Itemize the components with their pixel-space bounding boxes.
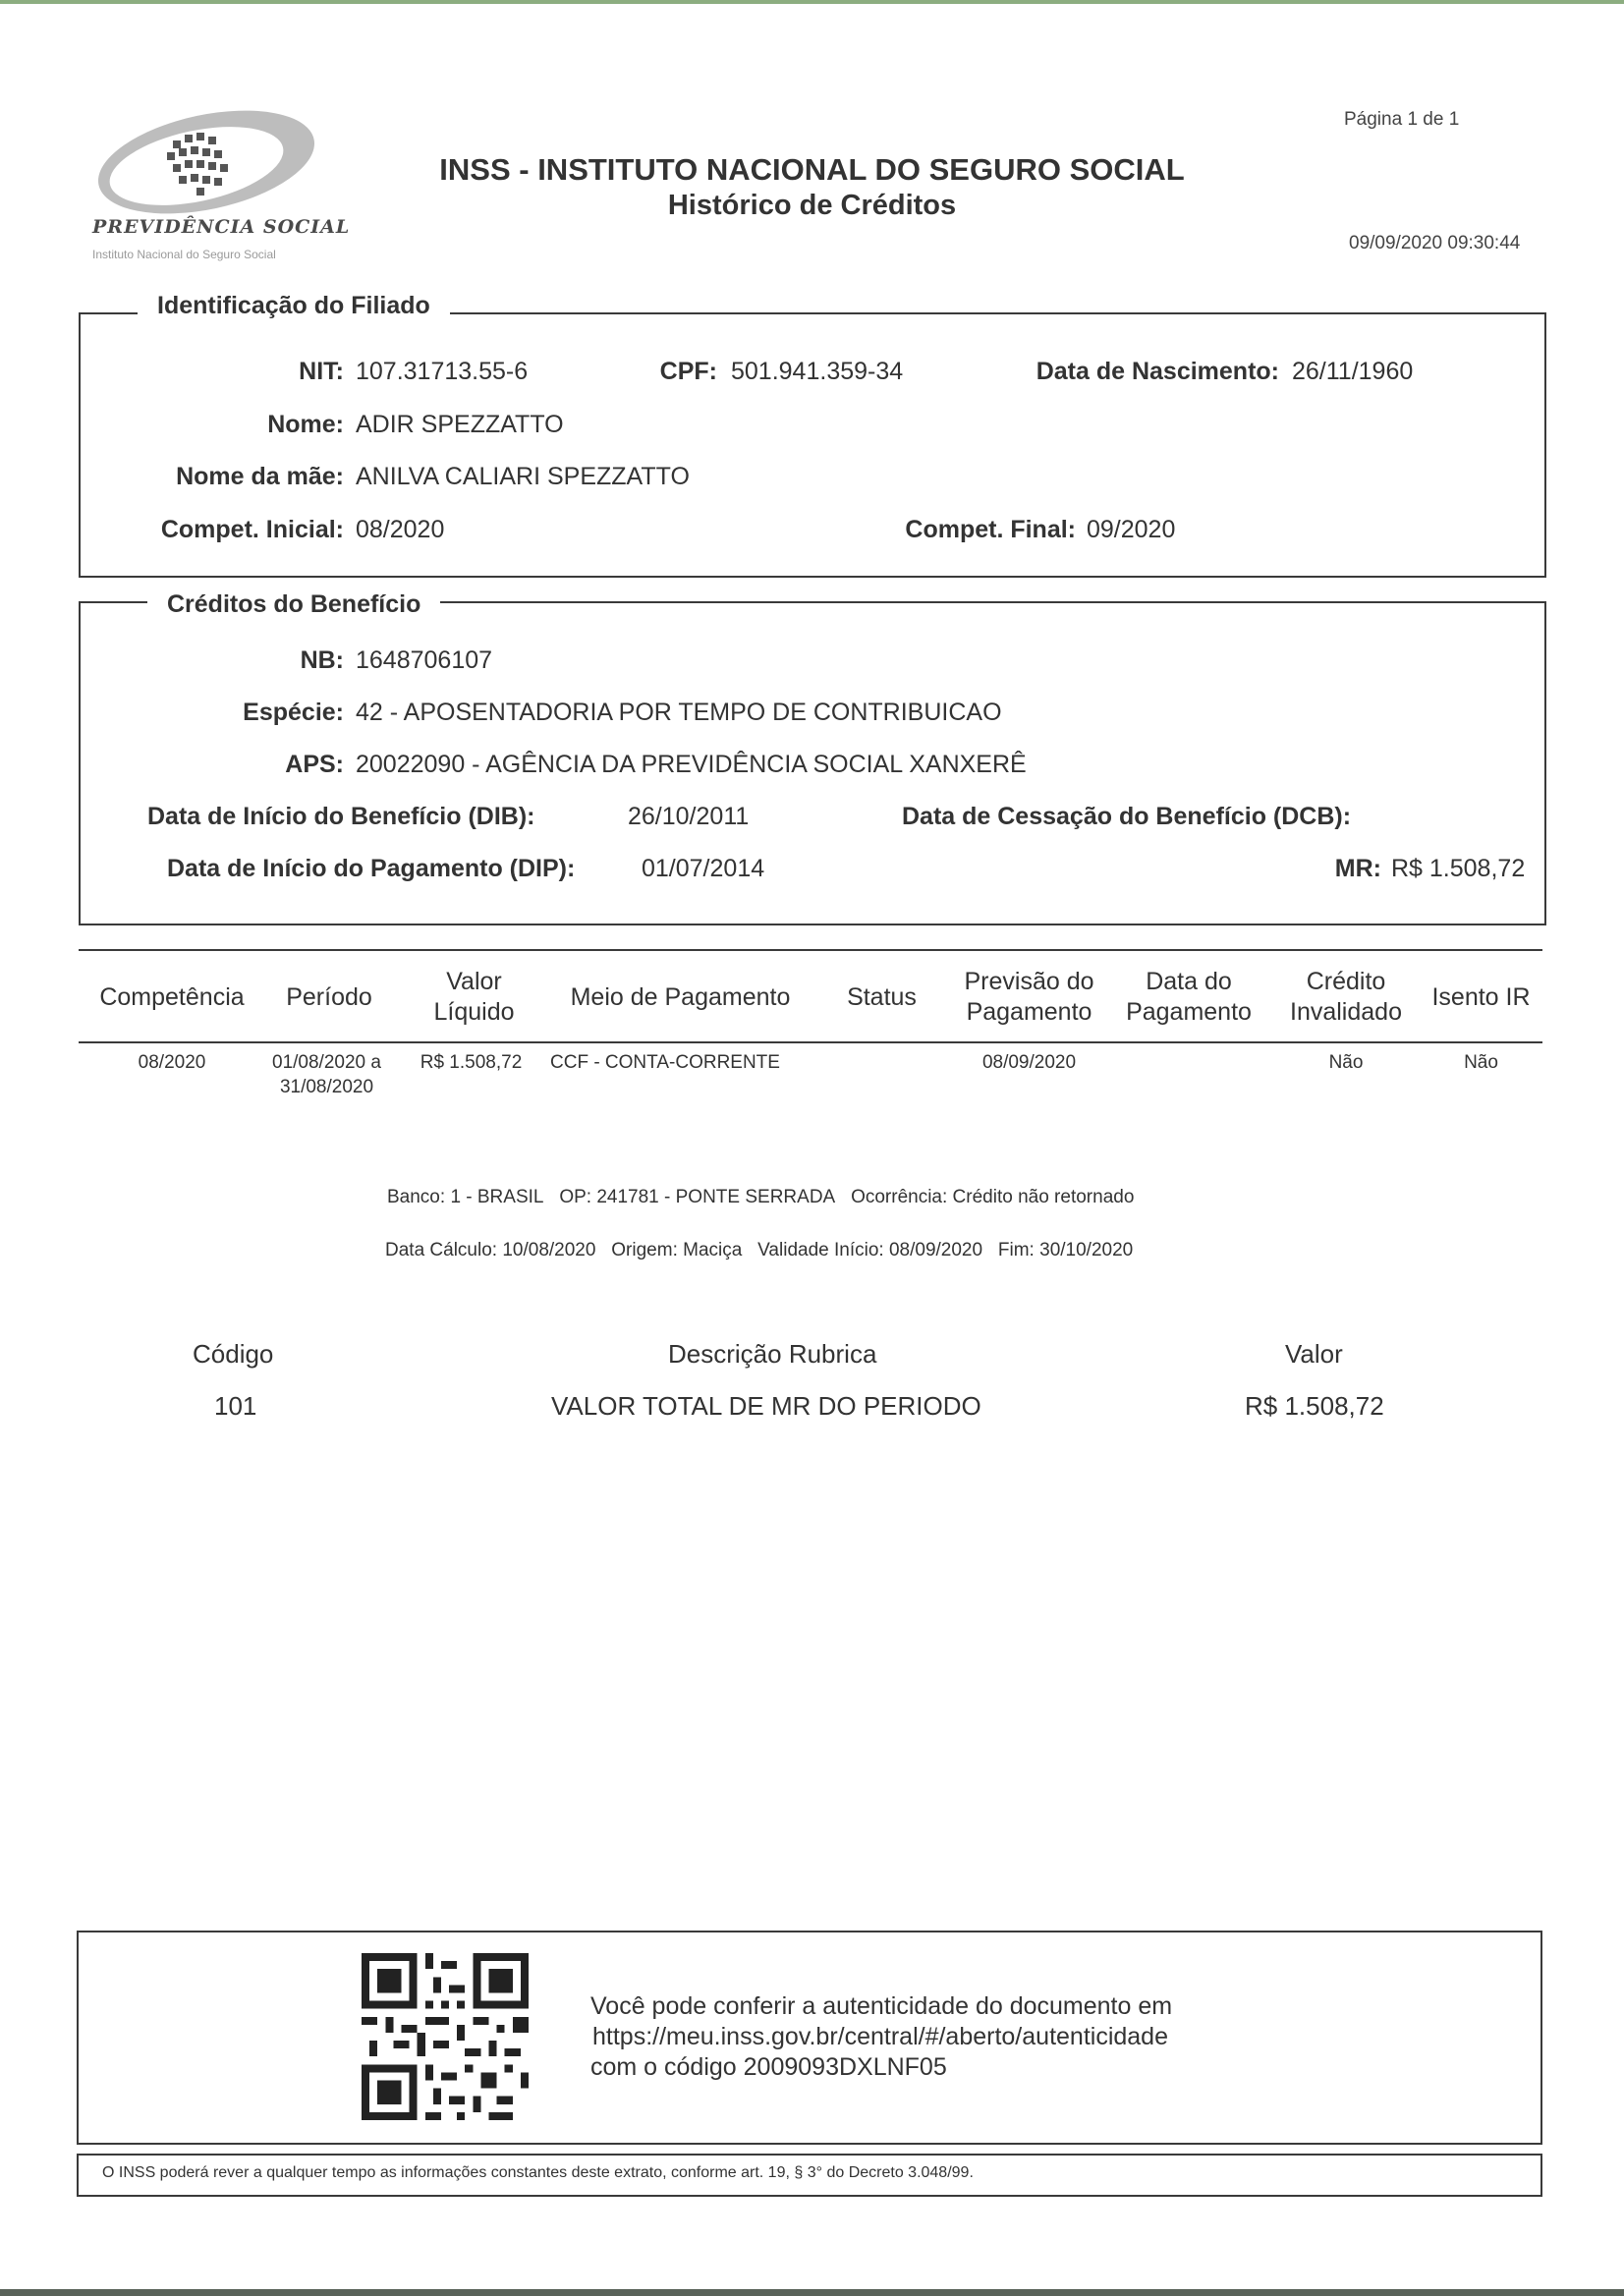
validade-label: Validade Início: bbox=[757, 1240, 884, 1260]
nome-label: Nome: bbox=[267, 411, 344, 438]
cell-meio: CCF - CONTA-CORRENTE bbox=[550, 1052, 780, 1073]
nit-value: 107.31713.55-6 bbox=[356, 358, 529, 385]
col-periodo: Período bbox=[286, 983, 372, 1011]
cell-periodo-start: 01/08/2020 a bbox=[272, 1052, 381, 1073]
table-top-rule bbox=[79, 949, 1542, 951]
nb-label: NB: bbox=[300, 646, 344, 674]
table-row bbox=[79, 1051, 1542, 1110]
op-value: 241781 - PONTE SERRADA bbox=[596, 1187, 836, 1207]
ocorrencia-value: Crédito não retornado bbox=[952, 1187, 1135, 1207]
cell-isento-ir: Não bbox=[1464, 1052, 1498, 1073]
origem-value: Maciça bbox=[683, 1240, 743, 1260]
fim-value: 30/10/2020 bbox=[1039, 1240, 1134, 1260]
col-data-line2: Pagamento bbox=[1126, 998, 1252, 1026]
ocorrencia-label: Ocorrência: bbox=[851, 1187, 948, 1207]
payment-details-line2 bbox=[385, 1240, 1133, 1261]
cpf-label: CPF: bbox=[659, 358, 717, 385]
col-credito-line2: Invalidado bbox=[1290, 998, 1402, 1026]
filiado-legend: Identificação do Filiado bbox=[138, 292, 450, 320]
mae-value: ANILVA CALIARI SPEZZATTO bbox=[356, 463, 690, 490]
col-data-line1: Data do bbox=[1146, 968, 1232, 995]
fim-label: Fim: bbox=[997, 1240, 1035, 1260]
mr-value: R$ 1.508,72 bbox=[1391, 855, 1526, 882]
birthdate-label: Data de Nascimento: bbox=[1036, 358, 1279, 385]
dip-label: Data de Início do Pagamento (DIP): bbox=[167, 855, 576, 882]
rubrica-descricao-header: Descrição Rubrica bbox=[668, 1339, 877, 1369]
col-previsao-line1: Previsão do bbox=[964, 968, 1094, 995]
nit-label: NIT: bbox=[299, 358, 344, 385]
beneficio-legend: Créditos do Benefício bbox=[147, 590, 440, 619]
col-valor-line2: Líquido bbox=[433, 998, 515, 1026]
authenticity-code: com o código 2009093DXLNF05 bbox=[590, 2053, 947, 2081]
compet-inicial-value: 08/2020 bbox=[356, 516, 445, 543]
footer-note: O INSS poderá rever a qualquer tempo as informações constantes deste extrato, conforme art. 19, § 3° do Decreto 3.048/99. bbox=[102, 2164, 974, 2181]
banco-value: 1 - BRASIL bbox=[450, 1187, 544, 1207]
col-previsao-line2: Pagamento bbox=[966, 998, 1092, 1026]
calculo-value: 10/08/2020 bbox=[502, 1240, 596, 1260]
logo-text: PREVIDÊNCIA SOCIAL bbox=[92, 216, 351, 238]
table-header-rule bbox=[79, 1041, 1542, 1043]
compet-final-label: Compet. Final: bbox=[905, 516, 1076, 543]
dcb-label: Data de Cessação do Benefício (DCB): bbox=[902, 803, 1352, 830]
especie-label: Espécie: bbox=[243, 699, 344, 726]
qr-code-icon bbox=[362, 1953, 529, 2120]
nb-value: 1648706107 bbox=[356, 646, 493, 674]
cell-competencia: 08/2020 bbox=[138, 1052, 206, 1073]
col-valor-line1: Valor bbox=[446, 968, 502, 995]
payment-details-line1 bbox=[387, 1187, 1134, 1208]
col-status: Status bbox=[847, 983, 917, 1011]
authenticity-text-1: Você pode conferir a autenticidade do documento em bbox=[590, 1992, 1173, 2020]
compet-inicial-label: Compet. Inicial: bbox=[160, 516, 344, 543]
rubrica-codigo: 101 bbox=[214, 1391, 257, 1421]
col-isento: Isento IR bbox=[1431, 983, 1531, 1011]
col-competencia: Competência bbox=[99, 983, 245, 1011]
authenticity-url[interactable]: https://meu.inss.gov.br/central/#/aberto/autenticidade bbox=[592, 2023, 1168, 2050]
dip-value: 01/07/2014 bbox=[642, 855, 765, 882]
dib-value: 26/10/2011 bbox=[628, 803, 750, 830]
scan-top-edge bbox=[0, 0, 1624, 4]
document-subtitle: Histórico de Créditos bbox=[667, 190, 957, 221]
rubrica-valor-header: Valor bbox=[1285, 1339, 1343, 1369]
cell-valor: R$ 1.508,72 bbox=[420, 1052, 523, 1073]
cpf-value: 501.941.359-34 bbox=[731, 358, 904, 385]
rubrica-descricao: VALOR TOTAL DE MR DO PERIODO bbox=[551, 1391, 981, 1421]
rubrica-codigo-header: Código bbox=[193, 1339, 274, 1369]
op-label: OP: bbox=[559, 1187, 592, 1207]
col-meio: Meio de Pagamento bbox=[570, 983, 791, 1011]
col-credito-line1: Crédito bbox=[1306, 968, 1386, 995]
origem-label: Origem: bbox=[611, 1240, 678, 1260]
logo-subtext: Instituto Nacional do Seguro Social bbox=[92, 248, 276, 261]
aps-value: 20022090 - AGÊNCIA DA PREVIDÊNCIA SOCIAL XANXERÊ bbox=[356, 751, 1027, 778]
calculo-label: Data Cálculo: bbox=[385, 1240, 498, 1260]
mae-label: Nome da mãe: bbox=[176, 463, 344, 490]
nome-value: ADIR SPEZZATTO bbox=[356, 411, 564, 438]
validade-value: 08/09/2020 bbox=[888, 1240, 983, 1260]
cell-periodo-end: 31/08/2020 bbox=[279, 1077, 374, 1097]
dib-label: Data de Início do Benefício (DIB): bbox=[147, 803, 535, 830]
issue-datetime: 09/09/2020 09:30:44 bbox=[1349, 233, 1521, 253]
aps-label: APS: bbox=[285, 751, 344, 778]
birthdate-value: 26/11/1960 bbox=[1292, 358, 1414, 385]
cell-credito-invalidado: Não bbox=[1328, 1052, 1364, 1073]
cell-previsao: 08/09/2020 bbox=[981, 1052, 1077, 1073]
especie-value: 42 - APOSENTADORIA POR TEMPO DE CONTRIBUICAO bbox=[356, 699, 1002, 726]
scan-bottom-edge bbox=[0, 2289, 1624, 2296]
rubrica-valor: R$ 1.508,72 bbox=[1245, 1391, 1384, 1421]
page-number: Página 1 de 1 bbox=[1344, 109, 1460, 130]
mr-label: MR: bbox=[1334, 855, 1381, 882]
document-title: INSS - INSTITUTO NACIONAL DO SEGURO SOCIAL bbox=[439, 152, 1185, 187]
banco-label: Banco: bbox=[387, 1187, 446, 1207]
compet-final-value: 09/2020 bbox=[1087, 516, 1176, 543]
